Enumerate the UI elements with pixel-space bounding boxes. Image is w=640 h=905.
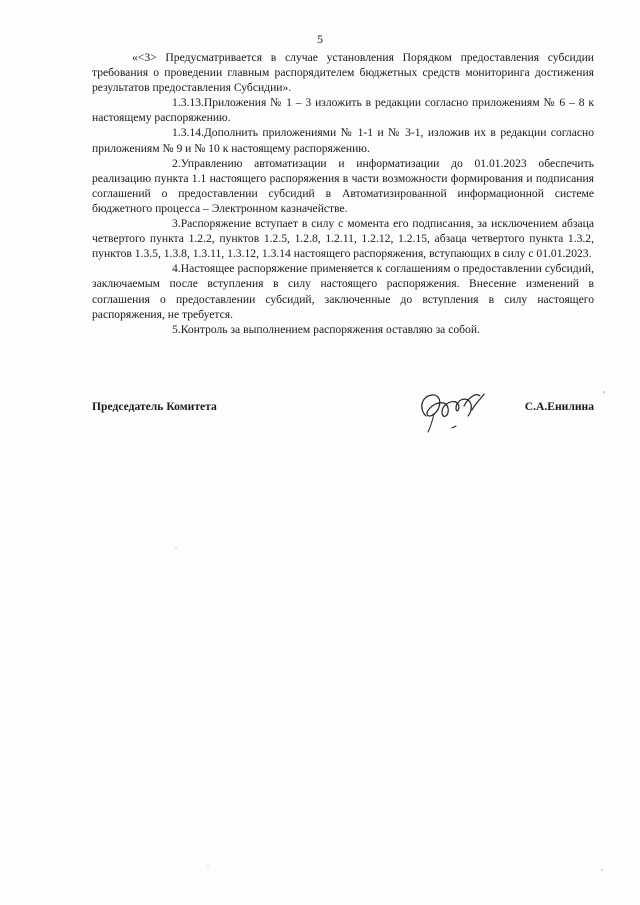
- page-number: 5: [317, 32, 323, 46]
- signatory-name: С.А.Енилина: [524, 400, 594, 413]
- paragraph-number: 3.: [172, 217, 181, 231]
- signature-block: [92, 392, 594, 442]
- paragraph-text: «<3> Предусматривается в случае установления Порядком предоставления субсидии требования о проведении главным распорядителем бюджетных средств мониторинга достижения результатов предоставления Субсидии».: [92, 51, 594, 95]
- paragraph-4: [92, 261, 594, 321]
- paragraph-3: [92, 216, 594, 261]
- paragraph-text: Настоящее распоряжение применяется к соглашениям о предоставлении субсидий, заключаемым после вступления в силу настоящего распоряжения. Внесение изменений в соглашения о предоставлении субсидий, заключенные до вступления в силу настоящего распоряжения, не требуется.: [92, 262, 594, 321]
- paragraph-5: [92, 322, 594, 337]
- paragraph-footnote-3: [92, 50, 594, 95]
- paragraph-number: 2.: [172, 156, 181, 170]
- paragraph-text: Приложения № 1 – 3 изложить в редакции согласно приложениям № 6 – 8 к настоящему распоряжению.: [92, 96, 594, 125]
- paragraph-1-3-14: [92, 125, 594, 155]
- paragraph-text: Контроль за выполнением распоряжения оставляю за собой.: [180, 322, 480, 336]
- paragraph-number: 1.3.13.: [172, 96, 204, 110]
- paragraph-text: Дополнить приложениями № 1-1 и № 3-1, изложив их в редакции согласно приложениям № 9 и № 10 к настоящему распоряжению.: [92, 126, 594, 155]
- paragraph-number: 1.3.14.: [172, 126, 204, 140]
- paragraph-number: 5.: [172, 322, 181, 336]
- paragraph-number: 4.: [172, 262, 181, 276]
- paragraph-1-3-13: [92, 95, 594, 125]
- document-body: [92, 50, 594, 337]
- paragraph-2: [92, 156, 594, 216]
- signatory-title: Председатель Комитета: [92, 400, 217, 413]
- handwritten-signature: [412, 386, 492, 438]
- paragraph-text: Управлению автоматизации и информатизации до 01.01.2023 обеспечить реализацию пункта 1.1 настоящего распоряжения в части возможности формирования и подписания соглашений о предоставлении субсидий в Автоматизированной информационной системе бюджетного процесса – Электронном казначействе.: [92, 156, 594, 215]
- paragraph-text: Распоряжение вступает в силу с момента его подписания, за исключением абзаца четвертого пункта 1.2.2, пунктов 1.2.5, 1.2.8, 1.2.11, 1.2.12, 1.2.15, абзаца четвертого пункта 1.3.2, пунктов 1.3.5, 1.3.8, 1.3.11, 1.3.12, 1.3.14 настоящего распоряжения, вступающих в силу с 01.01.2023.: [92, 217, 594, 261]
